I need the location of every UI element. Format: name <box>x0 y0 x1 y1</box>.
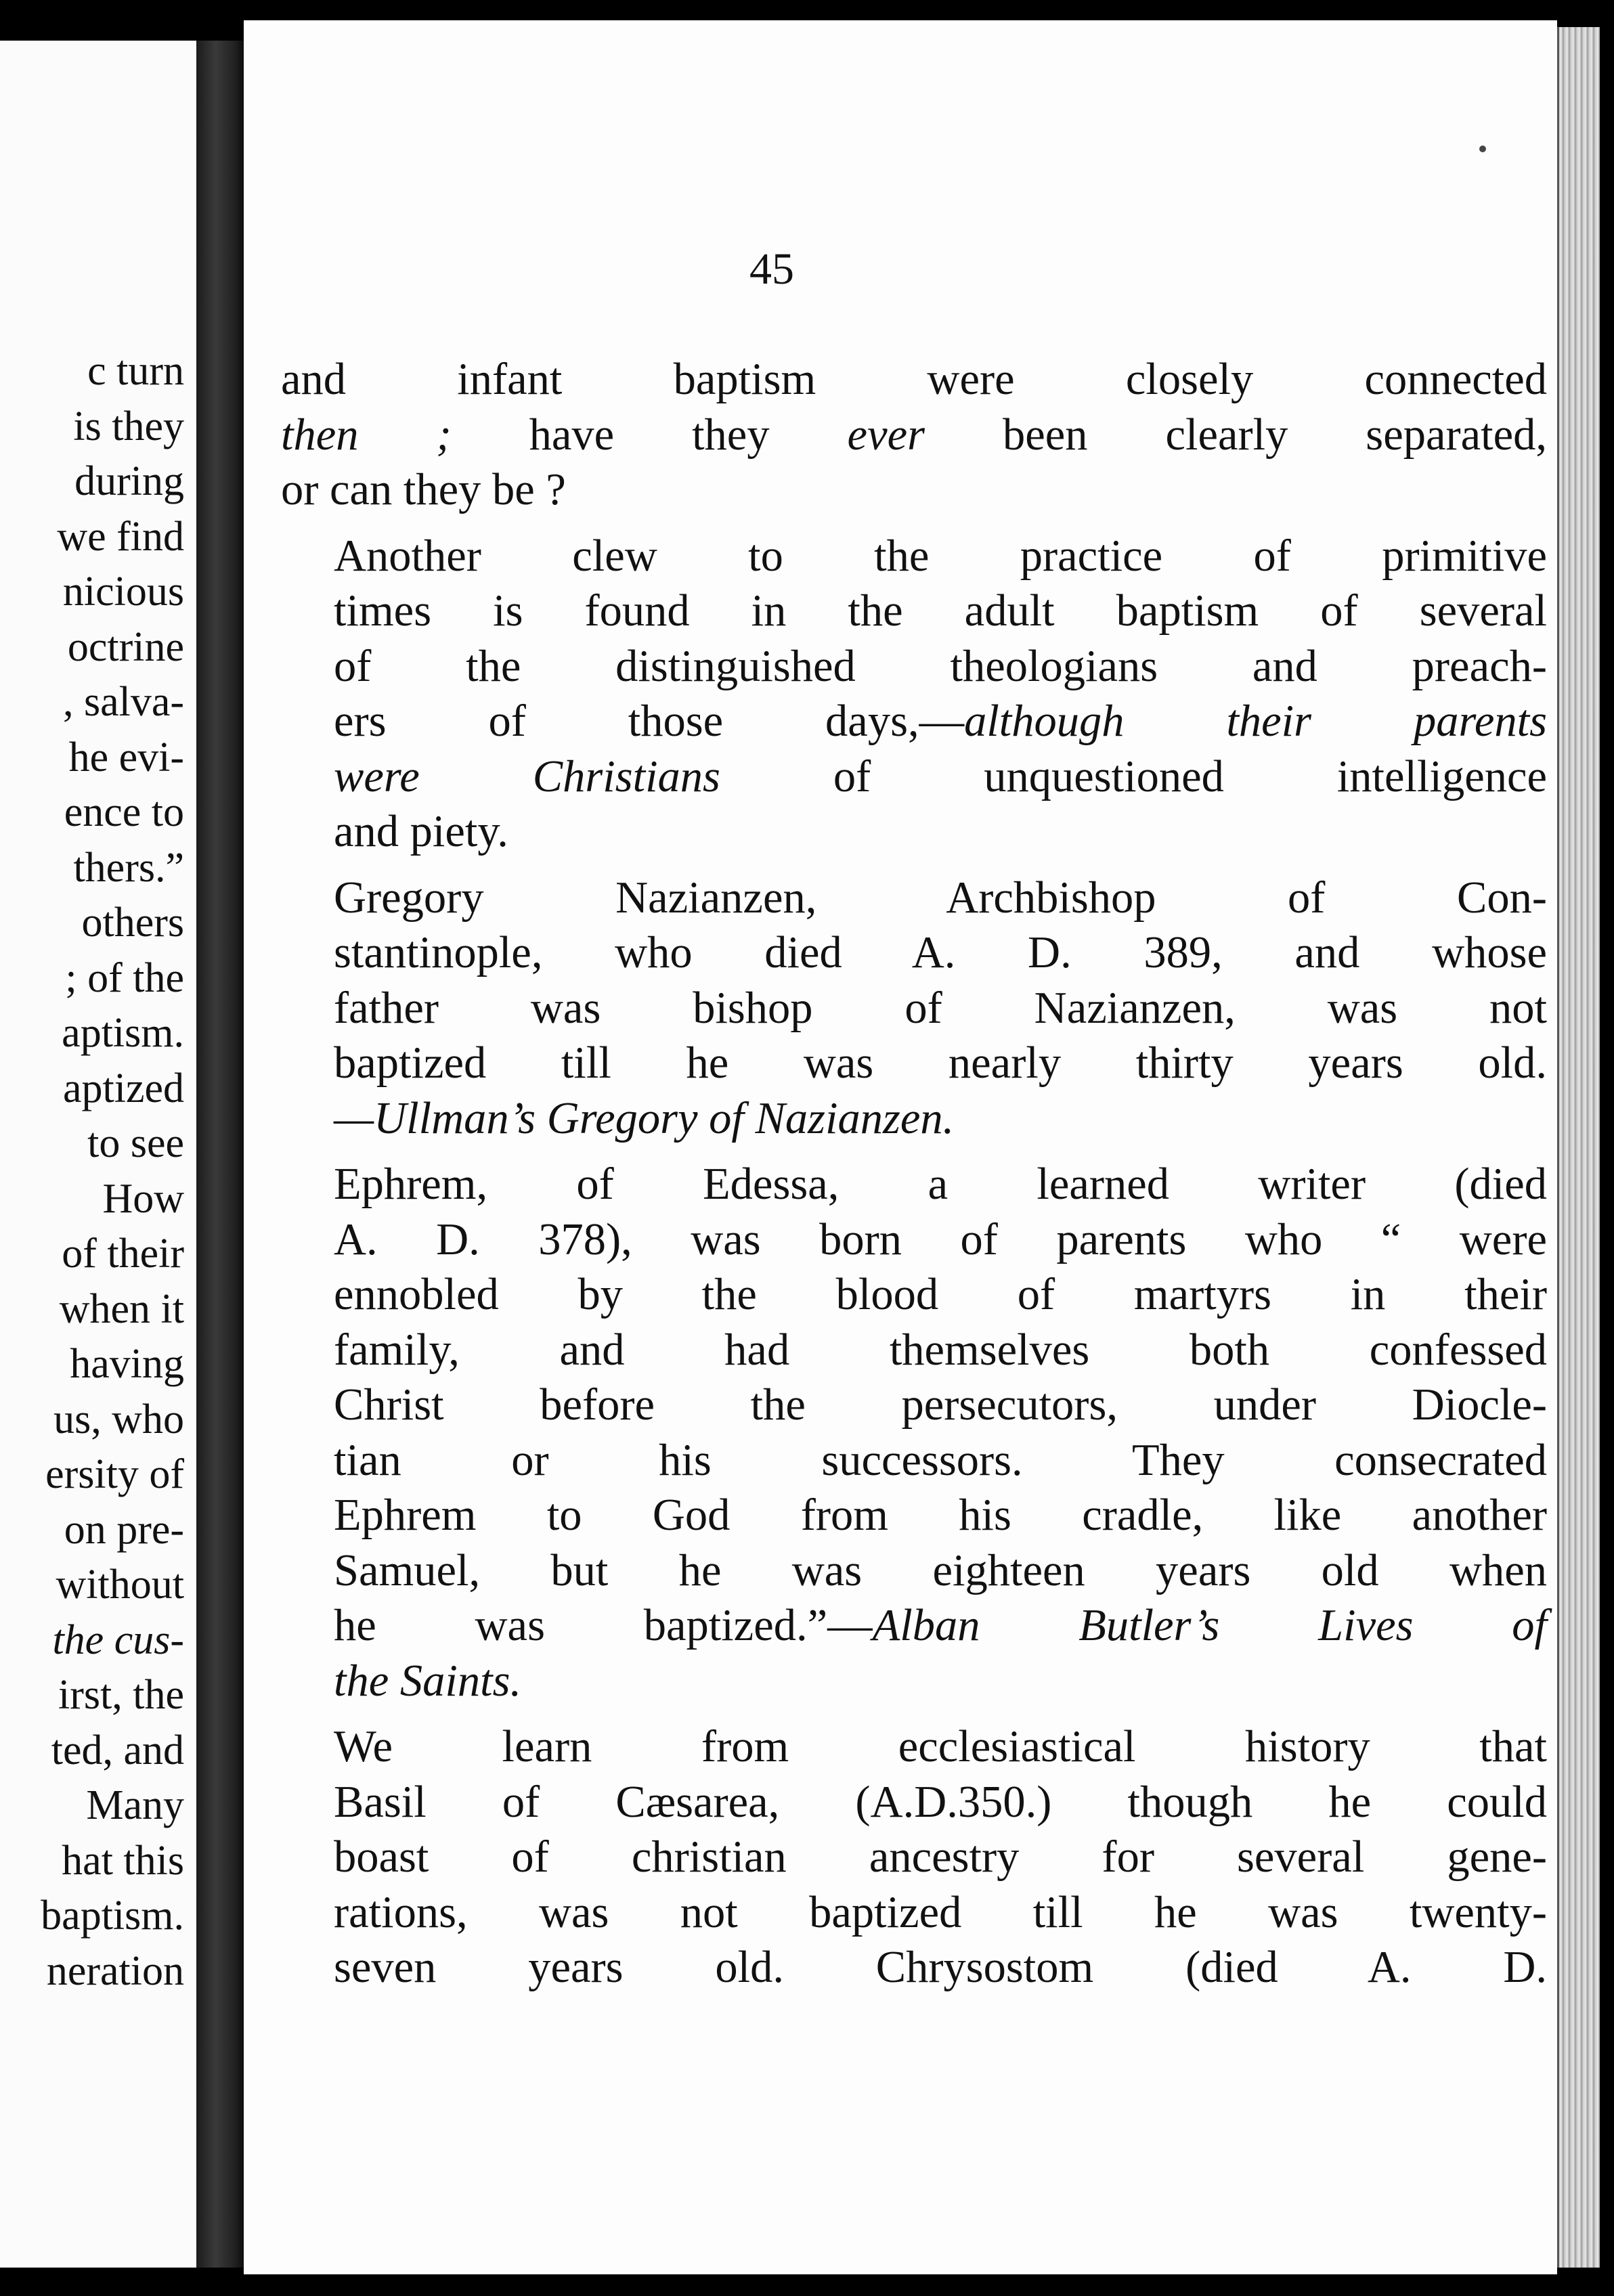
text-line: and infant baptism were closely connected <box>281 355 1547 404</box>
text-line: Basil of Cæsarea, (A.D.350.) though he could <box>334 1777 1547 1827</box>
italic-text: ever <box>847 410 925 460</box>
previous-page-line: irst, the <box>58 1672 184 1718</box>
text-line: times is found in the adult baptism of several <box>334 586 1547 636</box>
text-line: ennobled by the blood of martyrs in their <box>334 1270 1547 1319</box>
previous-page-line: ted, and <box>51 1727 184 1773</box>
text-line: seven years old. Chrysostom (died A. D. <box>334 1943 1547 1992</box>
text-line: Samuel, but he was eighteen years old when <box>334 1545 1547 1595</box>
previous-page-line: neration <box>46 1947 184 1994</box>
text-run: of unquestioned intelligence <box>720 751 1548 801</box>
text-line: and piety. <box>334 807 508 856</box>
previous-page-line: others <box>81 900 184 946</box>
previous-page-line: octrine <box>67 623 184 670</box>
previous-page-line: of their <box>62 1231 184 1277</box>
previous-page-line: ence to <box>64 789 184 835</box>
text-line <box>281 1598 1547 1654</box>
text-line: rations, was not baptized till he was twenty- <box>334 1887 1547 1937</box>
text-run: have they <box>451 410 848 460</box>
previous-page-line: aptism. <box>62 1010 184 1056</box>
current-page <box>244 20 1557 2274</box>
italic-text: then ; <box>281 410 452 460</box>
ink-speck <box>1479 146 1486 152</box>
paragraph-2 <box>281 529 1547 860</box>
text-line: family, and had themselves both confessed <box>334 1325 1547 1375</box>
text-run: ers of those days,— <box>334 697 965 746</box>
previous-page-line: c turn <box>87 348 184 394</box>
paragraph-4 <box>281 1157 1547 1708</box>
text-line: We learn from ecclesiastical history that <box>334 1722 1547 1771</box>
previous-page-line: he evi- <box>68 734 184 780</box>
previous-page-text <box>41 344 184 1999</box>
previous-page-line: having <box>70 1341 184 1387</box>
previous-page-line: , salva- <box>62 679 184 725</box>
citation: Alban Butler’s Lives of <box>872 1601 1547 1650</box>
text-line <box>281 749 1547 805</box>
previous-page-line: How <box>102 1175 184 1222</box>
paragraph-1 <box>281 352 1547 518</box>
text-line <box>281 694 1547 749</box>
previous-page-line: to see <box>87 1120 184 1166</box>
text-line: Ephrem to God from his cradle, like another <box>334 1491 1547 1540</box>
book-gutter <box>196 41 244 2268</box>
previous-page-line: without <box>56 1562 184 1608</box>
page-number: 45 <box>749 244 794 294</box>
previous-page-line: us, who <box>53 1396 184 1442</box>
paragraph-5 <box>281 1719 1547 1995</box>
previous-page-line: is they <box>73 403 184 449</box>
text-line: Christ before the persecutors, under Diocle- <box>334 1380 1547 1430</box>
previous-page-line: we find <box>57 513 184 560</box>
text-line: Gregory Nazianzen, Archbishop of Con- <box>334 873 1547 923</box>
text-line: of the distinguished theologians and preach- <box>334 641 1547 691</box>
previous-page-line: aptized <box>62 1065 184 1111</box>
previous-page-line: hat this <box>62 1837 184 1884</box>
previous-page-line: baptism. <box>41 1893 184 1939</box>
text-line: Another clew to the practice of primitive <box>334 531 1547 581</box>
paragraph-3 <box>281 870 1547 1147</box>
previous-page-line: the cus- <box>52 1616 184 1663</box>
page-body <box>281 352 1547 1995</box>
page-stack-edge <box>1557 27 1600 2268</box>
text-run: been clearly separated, <box>924 410 1547 460</box>
text-line: Ephrem, of Edessa, a learned writer (died <box>334 1160 1547 1209</box>
previous-page-line: Many <box>86 1782 184 1828</box>
text-run: he was baptized.”— <box>334 1601 873 1650</box>
text-line: stantinople, who died A. D. 389, and whose <box>334 928 1547 977</box>
text-line: boast of christian ancestry for several gene- <box>334 1832 1547 1882</box>
citation: —Ullman’s Gregory of Nazianzen. <box>334 1093 955 1143</box>
citation: the Saints. <box>334 1656 522 1706</box>
previous-page-line: nicious <box>62 569 184 615</box>
previous-page-line: during <box>74 458 184 504</box>
previous-page-line: ; of the <box>65 954 184 1001</box>
previous-page-line: when it <box>59 1285 184 1332</box>
previous-page-fragment <box>0 41 196 2268</box>
text-line: tian or his successors. They consecrated <box>334 1435 1547 1485</box>
previous-page-line: ersity of <box>45 1451 184 1497</box>
previous-page-line: on pre- <box>64 1506 184 1553</box>
italic-text: although their parents <box>964 697 1547 746</box>
italic-text: were Christians <box>334 751 720 801</box>
text-line: A. D. 378), was born of parents who “ were <box>334 1214 1547 1264</box>
text-line: baptized till he was nearly thirty years old. <box>334 1038 1547 1088</box>
previous-page-line: thers.” <box>73 844 184 891</box>
text-line: or can they be ? <box>281 465 566 514</box>
text-line <box>281 407 1547 463</box>
text-line: father was bishop of Nazianzen, was not <box>334 983 1547 1033</box>
